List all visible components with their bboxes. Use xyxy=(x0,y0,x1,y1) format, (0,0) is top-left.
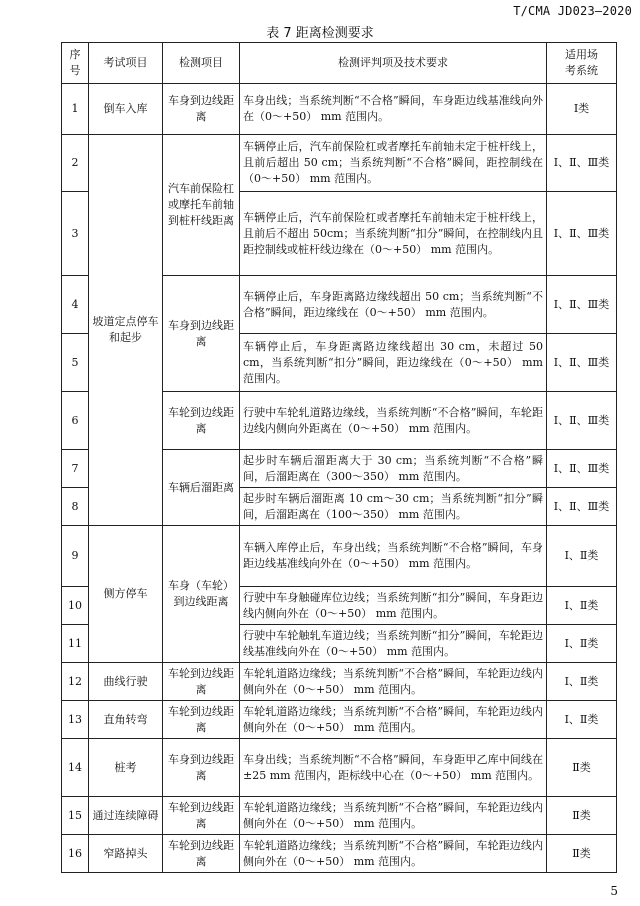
table-row xyxy=(62,739,617,797)
requirement: 车轮轧道路边缘线；当系统判断“不合格”瞬间，车轮距边线内侧向外在（0～+50） mm 范围内。 xyxy=(240,797,547,835)
row-no: 5 xyxy=(62,334,89,392)
system-type: Ⅱ类 xyxy=(547,797,617,835)
header-exam-item: 考试项目 xyxy=(89,43,163,84)
row-no: 7 xyxy=(62,450,89,488)
detect-item: 车身到边线距离 xyxy=(163,739,240,797)
table-row xyxy=(62,526,617,587)
row-no: 11 xyxy=(62,625,89,663)
exam-item: 倒车入库 xyxy=(89,84,163,135)
detect-item: 车身到边线距离 xyxy=(163,276,240,392)
requirement: 车辆入库停止后，车身出线；当系统判断“不合格”瞬间，车身距边线基准线向外在（0～+50） mm 范围内。 xyxy=(240,526,547,587)
exam-item: 通过连续障碍 xyxy=(89,797,163,835)
requirement: 起步时车辆后溜距离大于 30 cm；当系统判断“不合格”瞬间，后溜距离在（300～350） mm 范围内。 xyxy=(240,450,547,488)
row-no: 3 xyxy=(62,192,89,276)
header-requirement: 检测评判项及技术要求 xyxy=(240,43,547,84)
row-no: 12 xyxy=(62,663,89,701)
document-id: T/CMA JD023—2020 xyxy=(513,4,632,18)
exam-item: 侧方停车 xyxy=(89,526,163,663)
table-caption: 表 7 距离检测要求 xyxy=(266,26,374,41)
detect-item: 车轮到边线距离 xyxy=(163,701,240,739)
exam-item: 桩考 xyxy=(89,739,163,797)
requirement: 车辆停止后，汽车前保险杠或者摩托车前轴未定于桩杆线上，且前后不超出 50cm；当系统判断“扣分”瞬间，在控制线内且距控制线或桩杆线边缘在（0～+50） mm 范围内。 xyxy=(240,192,547,276)
table-row xyxy=(62,84,617,135)
page-number: 5 xyxy=(610,884,618,898)
system-type: Ⅰ、Ⅱ、Ⅲ类 xyxy=(547,334,617,392)
detect-item: 车轮到边线距离 xyxy=(163,835,240,873)
table-row xyxy=(62,135,617,192)
requirement: 车辆停止后，车身距离路边缘线超出 50 cm；当系统判断“不合格”瞬间，距边缘线在（0～+50） mm 范围内。 xyxy=(240,276,547,334)
exam-item: 直角转弯 xyxy=(89,701,163,739)
row-no: 4 xyxy=(62,276,89,334)
system-type: Ⅱ类 xyxy=(547,739,617,797)
requirement: 车辆停止后，汽车前保险杠或者摩托车前轴未定于桩杆线上，且前后超出 50 cm；当系统判断“不合格”瞬间，距控制线在（0～+50） mm 范围内。 xyxy=(240,135,547,192)
row-no: 14 xyxy=(62,739,89,797)
row-no: 8 xyxy=(62,488,89,526)
system-type: Ⅰ、Ⅱ类 xyxy=(547,625,617,663)
detect-item: 车身到边线距离 xyxy=(163,84,240,135)
requirement: 车轮轧道路边缘线；当系统判断“不合格”瞬间，车轮距边线内侧向外在（0～+50） mm 范围内。 xyxy=(240,663,547,701)
system-type: Ⅰ、Ⅱ类 xyxy=(547,701,617,739)
row-no: 10 xyxy=(62,587,89,625)
system-type: Ⅰ、Ⅱ、Ⅲ类 xyxy=(547,450,617,488)
row-no: 15 xyxy=(62,797,89,835)
requirement: 行驶中车轮触轧车道边线；当系统判断“扣分”瞬间，车轮距边线基准线向外在（0～+50） mm 范围内。 xyxy=(240,625,547,663)
detect-item: 车身（车轮）到边线距离 xyxy=(163,526,240,663)
system-type: Ⅰ、Ⅱ类 xyxy=(547,663,617,701)
requirement: 车身出线；当系统判断“不合格”瞬间，车身距甲乙库中间线在±25 mm 范围内，距标线中心在（0～+50） mm 范围内。 xyxy=(240,739,547,797)
detect-item: 车轮到边线距离 xyxy=(163,392,240,450)
detect-item: 车轮到边线距离 xyxy=(163,797,240,835)
header-no: 序 号 xyxy=(62,43,89,84)
requirement: 车轮轧道路边缘线；当系统判断“不合格”瞬间，车轮距边线内侧向外在（0～+50） mm 范围内。 xyxy=(240,701,547,739)
row-no: 9 xyxy=(62,526,89,587)
system-type: Ⅰ、Ⅱ、Ⅲ类 xyxy=(547,276,617,334)
exam-item: 窄路掉头 xyxy=(89,835,163,873)
requirement: 车辆停止后，车身距离路边缘线超出 30 cm，未超过 50 cm，当系统判断“扣分”瞬间，距边缘线在（0～+50） mm 范围内。 xyxy=(240,334,547,392)
system-type: Ⅰ、Ⅱ、Ⅲ类 xyxy=(547,488,617,526)
system-type: Ⅰ、Ⅱ、Ⅲ类 xyxy=(547,392,617,450)
requirement: 行驶中车身触碰库位边线；当系统判断“扣分”瞬间，车身距边线内侧向外在（0～+50） mm 范围内。 xyxy=(240,587,547,625)
detect-item: 汽车前保险杠或摩托车前轴到桩杆线距离 xyxy=(163,135,240,276)
requirement: 车轮轧道路边缘线；当系统判断“不合格”瞬间，车轮距边线内侧向外在（0～+50） mm 范围内。 xyxy=(240,835,547,873)
header-system: 适用场 考系统 xyxy=(547,43,617,84)
table-row xyxy=(62,797,617,835)
row-no: 6 xyxy=(62,392,89,450)
row-no: 2 xyxy=(62,135,89,192)
exam-item: 坡道定点停车和起步 xyxy=(89,135,163,526)
table-row xyxy=(62,835,617,873)
row-no: 1 xyxy=(62,84,89,135)
system-type: Ⅱ类 xyxy=(547,835,617,873)
requirement: 起步时车辆后溜距离 10 cm～30 cm；当系统判断“扣分”瞬间，后溜距离在（100～350） mm 范围内。 xyxy=(240,488,547,526)
row-no: 13 xyxy=(62,701,89,739)
detect-item: 车轮到边线距离 xyxy=(163,663,240,701)
header-detect-item: 检测项目 xyxy=(163,43,240,84)
system-type: Ⅰ、Ⅱ类 xyxy=(547,526,617,587)
detect-item: 车辆后溜距离 xyxy=(163,450,240,526)
system-type: Ⅰ、Ⅱ、Ⅲ类 xyxy=(547,192,617,276)
row-no: 16 xyxy=(62,835,89,873)
exam-item: 曲线行驶 xyxy=(89,663,163,701)
table-row xyxy=(62,663,617,701)
system-type: Ⅰ、Ⅱ类 xyxy=(547,587,617,625)
requirement: 行驶中车轮轧道路边缘线，当系统判断“不合格”瞬间，车轮距边线内侧向外距离在（0～+50） mm 范围内。 xyxy=(240,392,547,450)
table-row xyxy=(62,701,617,739)
system-type: Ⅰ、Ⅱ、Ⅲ类 xyxy=(547,135,617,192)
distance-requirements-table xyxy=(61,42,617,873)
table-header-row xyxy=(62,43,617,84)
system-type: Ⅰ类 xyxy=(547,84,617,135)
requirement: 车身出线；当系统判断“不合格”瞬间，车身距边线基准线向外在（0～+50） mm 范围内。 xyxy=(240,84,547,135)
